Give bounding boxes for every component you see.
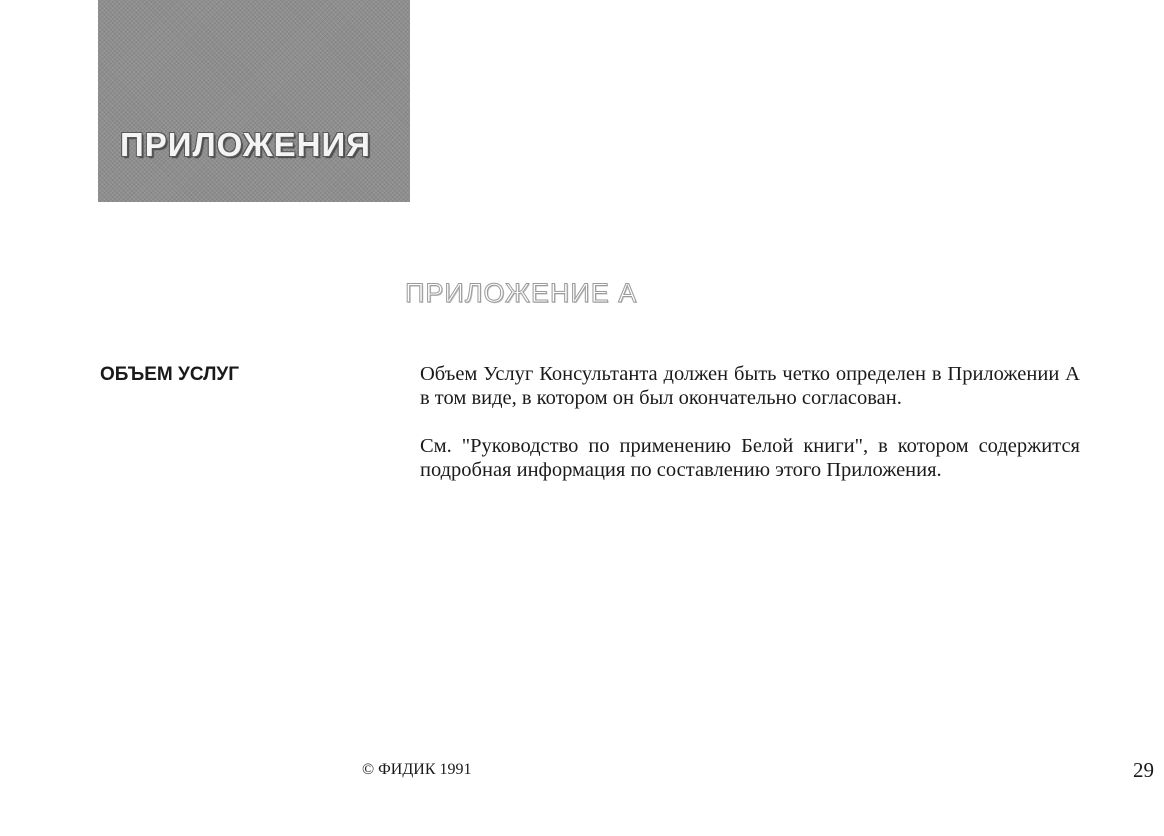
section-banner: [98, 0, 410, 202]
appendix-heading: ПРИЛОЖЕНИЕ А: [405, 278, 638, 308]
page-number: 29: [1133, 758, 1154, 782]
body-paragraph-2: См. "Руководство по применению Белой книги", в котором содержится подробная информация по составлению этого Приложения.: [420, 435, 1080, 481]
section-banner-title: ПРИЛОЖЕНИЯ: [120, 126, 371, 163]
section-label: ОБЪЕМ УСЛУГ: [100, 364, 240, 385]
footer-copyright: © ФИДИК 1991: [362, 761, 472, 778]
section-body: [420, 362, 1080, 506]
body-paragraph-1: Объем Услуг Консультанта должен быть четко определен в Приложении А в том виде, в котором он был окончательно согласован.: [420, 363, 1080, 409]
